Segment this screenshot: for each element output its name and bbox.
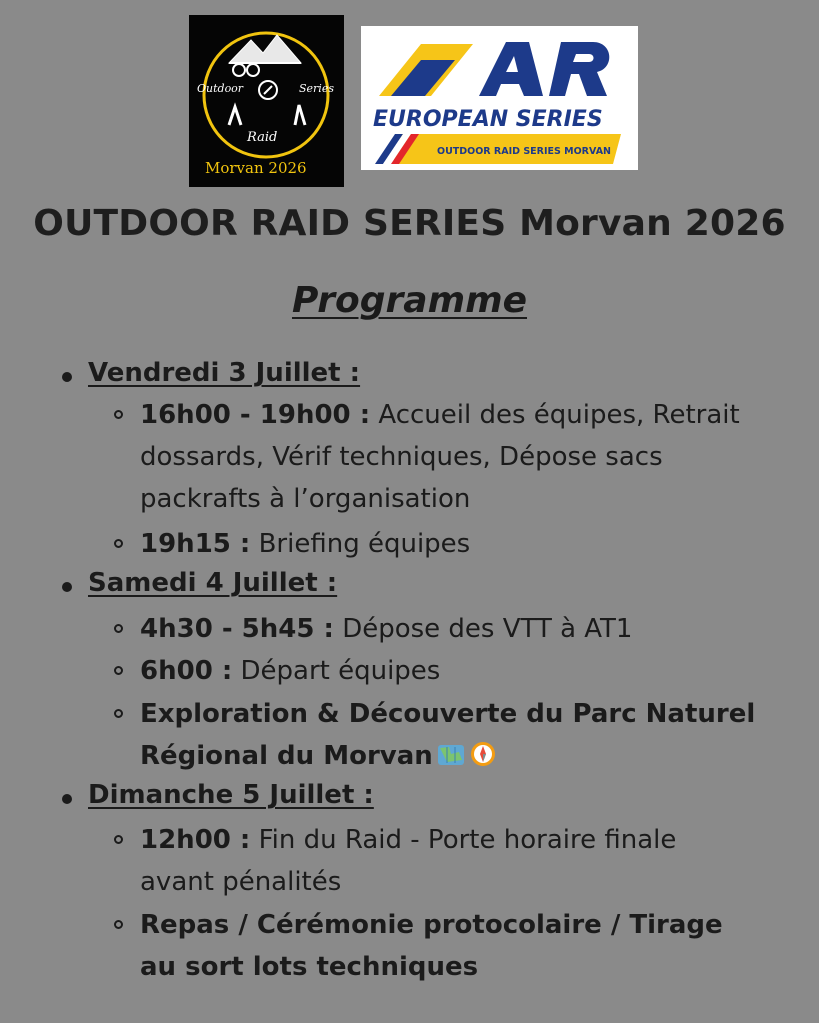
compass-icon bbox=[469, 739, 497, 781]
item-bullet bbox=[114, 624, 123, 633]
item-text-continued: packrafts à l’organisation bbox=[140, 484, 471, 514]
day-bullet bbox=[62, 794, 72, 804]
list-item bbox=[140, 608, 780, 650]
svg-text:OUTDOOR RAID SERIES MORVAN: OUTDOOR RAID SERIES MORVAN bbox=[437, 146, 612, 157]
day-heading-vendredi: Vendredi 3 Juillet : bbox=[88, 358, 361, 388]
svg-text:Raid: Raid bbox=[247, 130, 278, 145]
list-item bbox=[140, 650, 780, 692]
programme-heading: Programme bbox=[291, 280, 528, 321]
item-heading: Repas / Cérémonie protocolaire / Tirage bbox=[140, 910, 723, 940]
item-text: Briefing équipes bbox=[258, 529, 471, 559]
day-bullet bbox=[62, 582, 72, 592]
page-title: OUTDOOR RAID SERIES Morvan 2026 bbox=[33, 203, 786, 244]
day-heading-dimanche: Dimanche 5 Juillet : bbox=[88, 780, 374, 810]
item-bullet bbox=[114, 920, 123, 929]
list-item bbox=[140, 523, 780, 565]
item-bullet bbox=[114, 835, 123, 844]
item-time: 12h00 : bbox=[140, 825, 251, 855]
logo-text-morvan: Morvan 2026 bbox=[205, 159, 307, 177]
item-bullet bbox=[114, 539, 123, 548]
item-text: Accueil des équipes, Retrait bbox=[378, 400, 740, 430]
item-text-continued: dossards, Vérif techniques, Dépose sacs bbox=[140, 442, 663, 472]
item-bullet bbox=[114, 709, 123, 718]
list-item bbox=[140, 904, 780, 988]
map-icon bbox=[437, 739, 465, 781]
list-item bbox=[140, 394, 780, 520]
item-time: 16h00 - 19h00 : bbox=[140, 400, 371, 430]
item-bullet bbox=[114, 666, 123, 675]
list-item bbox=[140, 819, 780, 903]
item-heading-continued: au sort lots techniques bbox=[140, 952, 479, 982]
item-heading-continued: Régional du Morvan bbox=[140, 741, 433, 771]
item-text: Fin du Raid - Porte horaire finale bbox=[258, 825, 677, 855]
day-heading-samedi: Samedi 4 Juillet : bbox=[88, 568, 338, 598]
outdoor-series-logo bbox=[189, 15, 344, 187]
item-time: 6h00 : bbox=[140, 656, 233, 686]
svg-text:EUROPEAN SERIES: EUROPEAN SERIES bbox=[373, 107, 603, 132]
item-heading: Exploration & Découverte du Parc Naturel bbox=[140, 699, 756, 729]
item-text: Départ équipes bbox=[240, 656, 441, 686]
item-text: Dépose des VTT à AT1 bbox=[342, 614, 633, 644]
ar-european-series-logo bbox=[361, 26, 638, 170]
list-item bbox=[140, 693, 780, 781]
item-bullet bbox=[114, 410, 123, 419]
item-time: 19h15 : bbox=[140, 529, 251, 559]
svg-text:Series: Series bbox=[299, 82, 334, 95]
item-text-continued: avant pénalités bbox=[140, 867, 342, 897]
svg-text:Outdoor: Outdoor bbox=[197, 82, 244, 95]
item-time: 4h30 - 5h45 : bbox=[140, 614, 334, 644]
day-bullet bbox=[62, 372, 72, 382]
